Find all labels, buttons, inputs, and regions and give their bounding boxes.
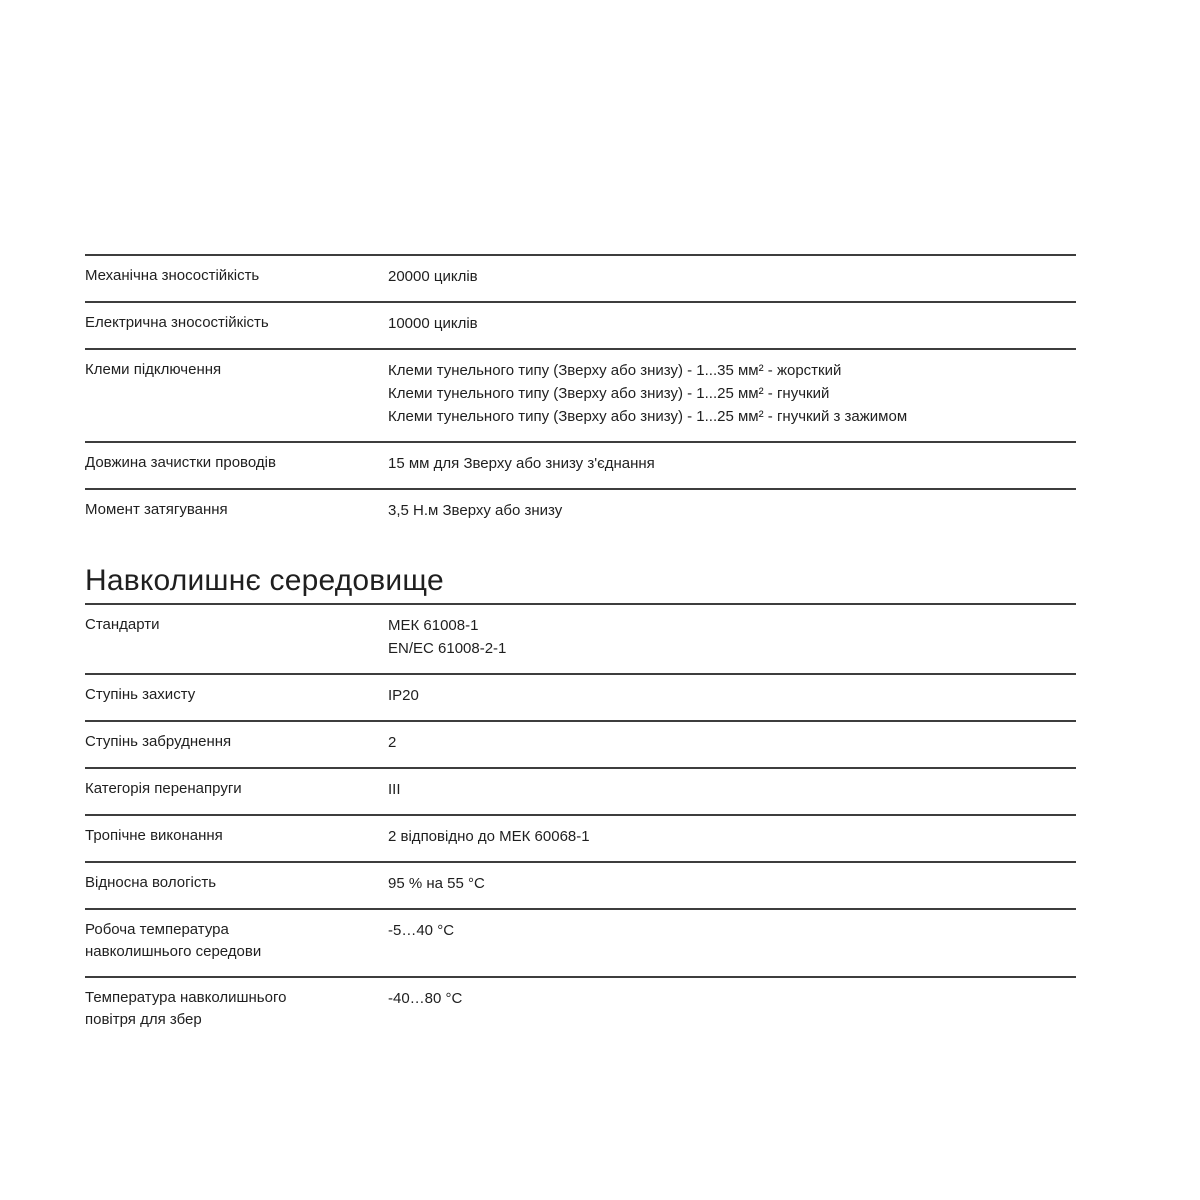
row-value [388,312,1076,335]
table-row [85,254,1076,301]
row-value-line: 2 відповідно до МЕК 60068-1 [388,828,590,845]
row-label [85,265,388,287]
table-row [85,673,1076,720]
table-row [85,814,1076,861]
row-label-text: Ступінь захисту [85,686,196,703]
row-label-text: Відносна вологість [85,874,217,891]
row-label-text: Стандарти [85,616,160,633]
row-value-line: III [388,781,401,798]
row-label-text: Довжина зачистки проводів [85,454,276,471]
row-label-text: Клеми підключення [85,361,222,378]
row-value [388,684,1076,707]
row-label-text: Категорія перенапруги [85,780,242,797]
row-label [85,452,388,474]
row-label [85,359,388,381]
row-value-line: -40…80 °C [388,990,463,1007]
row-value-line: IP20 [388,687,419,704]
table-row [85,488,1076,535]
row-label [85,614,388,636]
row-value [388,919,1076,942]
row-label [85,778,388,800]
row-label-text: Температура навколишнього повітря для збер [85,989,287,1028]
row-value [388,359,1076,428]
spec-table-environment [85,603,1076,1044]
row-value [388,778,1076,801]
table-row [85,301,1076,348]
table-row [85,348,1076,441]
section-title-environment: Навколишнє середовище [85,564,444,597]
table-row [85,603,1076,673]
row-value-line: 10000 циклів [388,315,478,332]
row-value-line: Клеми тунельного типу (Зверху або знизу) - 1...35 мм² - жорсткий [388,362,842,379]
row-label [85,684,388,706]
row-label [85,312,388,334]
row-label-text: Механічна зносостійкість [85,267,260,284]
table-row [85,720,1076,767]
row-label-text: Ступінь забруднення [85,733,232,750]
row-value-line: EN/EC 61008-2-1 [388,640,507,657]
row-value-line: Клеми тунельного типу (Зверху або знизу) - 1...25 мм² - гнучкий з зажимом [388,408,908,425]
table-row [85,767,1076,814]
row-label [85,825,388,847]
table-row [85,441,1076,488]
table-row [85,908,1076,976]
row-value-line: 20000 циклів [388,268,478,285]
row-label-text: Тропічне виконання [85,827,223,844]
row-label [85,872,388,894]
row-value [388,499,1076,522]
row-label [85,987,388,1031]
row-value [388,731,1076,754]
row-value [388,825,1076,848]
row-value-line: 3,5 Н.м Зверху або знизу [388,502,563,519]
row-value [388,872,1076,895]
row-label-text: Робоча температура навколишнього середови [85,921,262,960]
row-value [388,265,1076,288]
row-value-line: 2 [388,734,397,751]
table-row [85,861,1076,908]
row-label-text: Момент затягування [85,501,228,518]
row-label-text: Електрична зносостійкість [85,314,269,331]
spec-table-durability [85,254,1076,535]
row-value-line: 15 мм для Зверху або знизу з'єднання [388,455,655,472]
row-label [85,919,388,963]
row-value-line: МЕК 61008-1 [388,617,479,634]
row-value [388,614,1076,660]
row-value-line: Клеми тунельного типу (Зверху або знизу) - 1...25 мм² - гнучкий [388,385,830,402]
row-label [85,731,388,753]
row-value [388,452,1076,475]
row-label [85,499,388,521]
row-value [388,987,1076,1010]
table-row [85,976,1076,1044]
row-value-line: 95 % на 55 °C [388,875,485,892]
row-value-line: -5…40 °C [388,922,455,939]
